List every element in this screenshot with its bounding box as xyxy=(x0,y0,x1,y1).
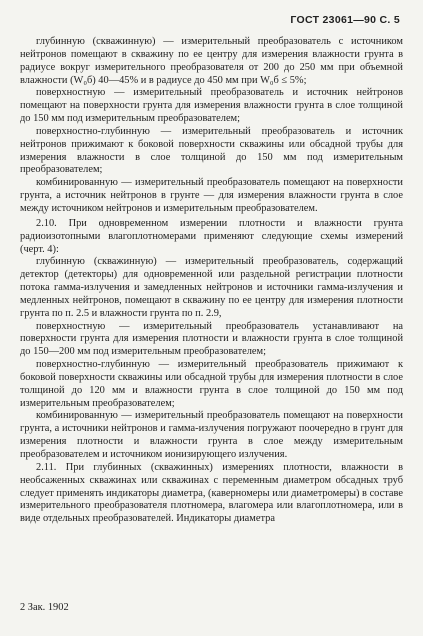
page-header: ГОСТ 23061—90 С. 5 xyxy=(290,14,400,26)
page-footer: 2 Зак. 1902 xyxy=(20,602,69,613)
paragraph-surface-deep-combined: поверхностно-глубинную — измерительный преобразователь прижимают к боковой поверхности скважины или обсадной трубы для измерения плотности в слое толщиной до 120 мм и влажности грунта в слое толщиной до 150 мм под измерительным преобразователем; xyxy=(20,359,403,409)
paragraph-2-11: 2.11. При глубинных (скважинных) измерениях плотности, влажности в необсаженных скважинах или скважинах с переменным диаметром обсадных труб следует применять индикаторы диаметра, (каверномеры или диаметромеры) в составе измерительного преобразователя плотномера, влагомера или влагоплотномера, или в виде отдельных преобразователей. Индикаторы диаметра xyxy=(20,461,403,525)
body-text xyxy=(20,36,403,526)
paragraph-surface-deep-neutron: поверхностно-глубинную — измерительный преобразователь и источник нейтронов прижимают к боковой поверхности скважины или обсадной трубы для измерения влажности в слое толщиной до 150 мм под измерительным преобразователем; xyxy=(20,125,403,176)
paragraph-surface-neutron: поверхностную — измерительный преобразователь и источник нейтронов помещают на поверхности грунта для измерения влажности грунта в слое толщиной до 150 мм под измерительным преобразователем; xyxy=(20,87,403,125)
paragraph-surface-combined: поверхностную — измерительный преобразователь устанавливают на поверхности грунта для измерения плотности и влажности грунта в слое толщиной до 150—200 мм под измерительным преобразователем; xyxy=(20,320,403,358)
paragraph-combined-combined: комбинированную — измерительный преобразователь помещают на поверхности грунта, а источники нейтронов и гамма-излучения погружают поочередно в грунт для измерения плотности и влажности грунта в слое между измерительным преобразователем и источником ионизирующего излучения. xyxy=(20,410,403,460)
paragraph-2-10: 2.10. При одновременном измерении плотности и влажности грунта радиоизотопными влагоплотномерами применяют следующие схемы измерений (черт. 4): xyxy=(20,217,403,255)
paragraph-combined-neutron: комбинированную — измерительный преобразователь помещают на поверхности грунта, а источник нейтронов в грунте — для измерения влажности грунта в слое между источником нейтронов и измерительным преобразователем. xyxy=(20,177,403,214)
paragraph-deep-neutron: глубинную (скважинную) — измерительный преобразователь с источником нейтронов помещают в скважину по ее центру для измерения влажности грунта в радиусе вокруг измерительного преобразователя от 200 до 250 мм при объемной влажности (W₀б) 40—45% и в радиусе до 450 мм при W₀б ≤ 5%; xyxy=(20,36,403,86)
paragraph-deep-combined: глубинную (скважинную) — измерительный преобразователь, содержащий детектор (детекторы) для одновременной или раздельной регистрации плотности потока гамма-излучения и замедленных нейтронов и источники гамма-излучения и медленных нейтронов, помещают в скважину по ее центру для измерения плотности грунта по п. 2.5 и влажности грунта по п. 2.9, xyxy=(20,256,403,319)
